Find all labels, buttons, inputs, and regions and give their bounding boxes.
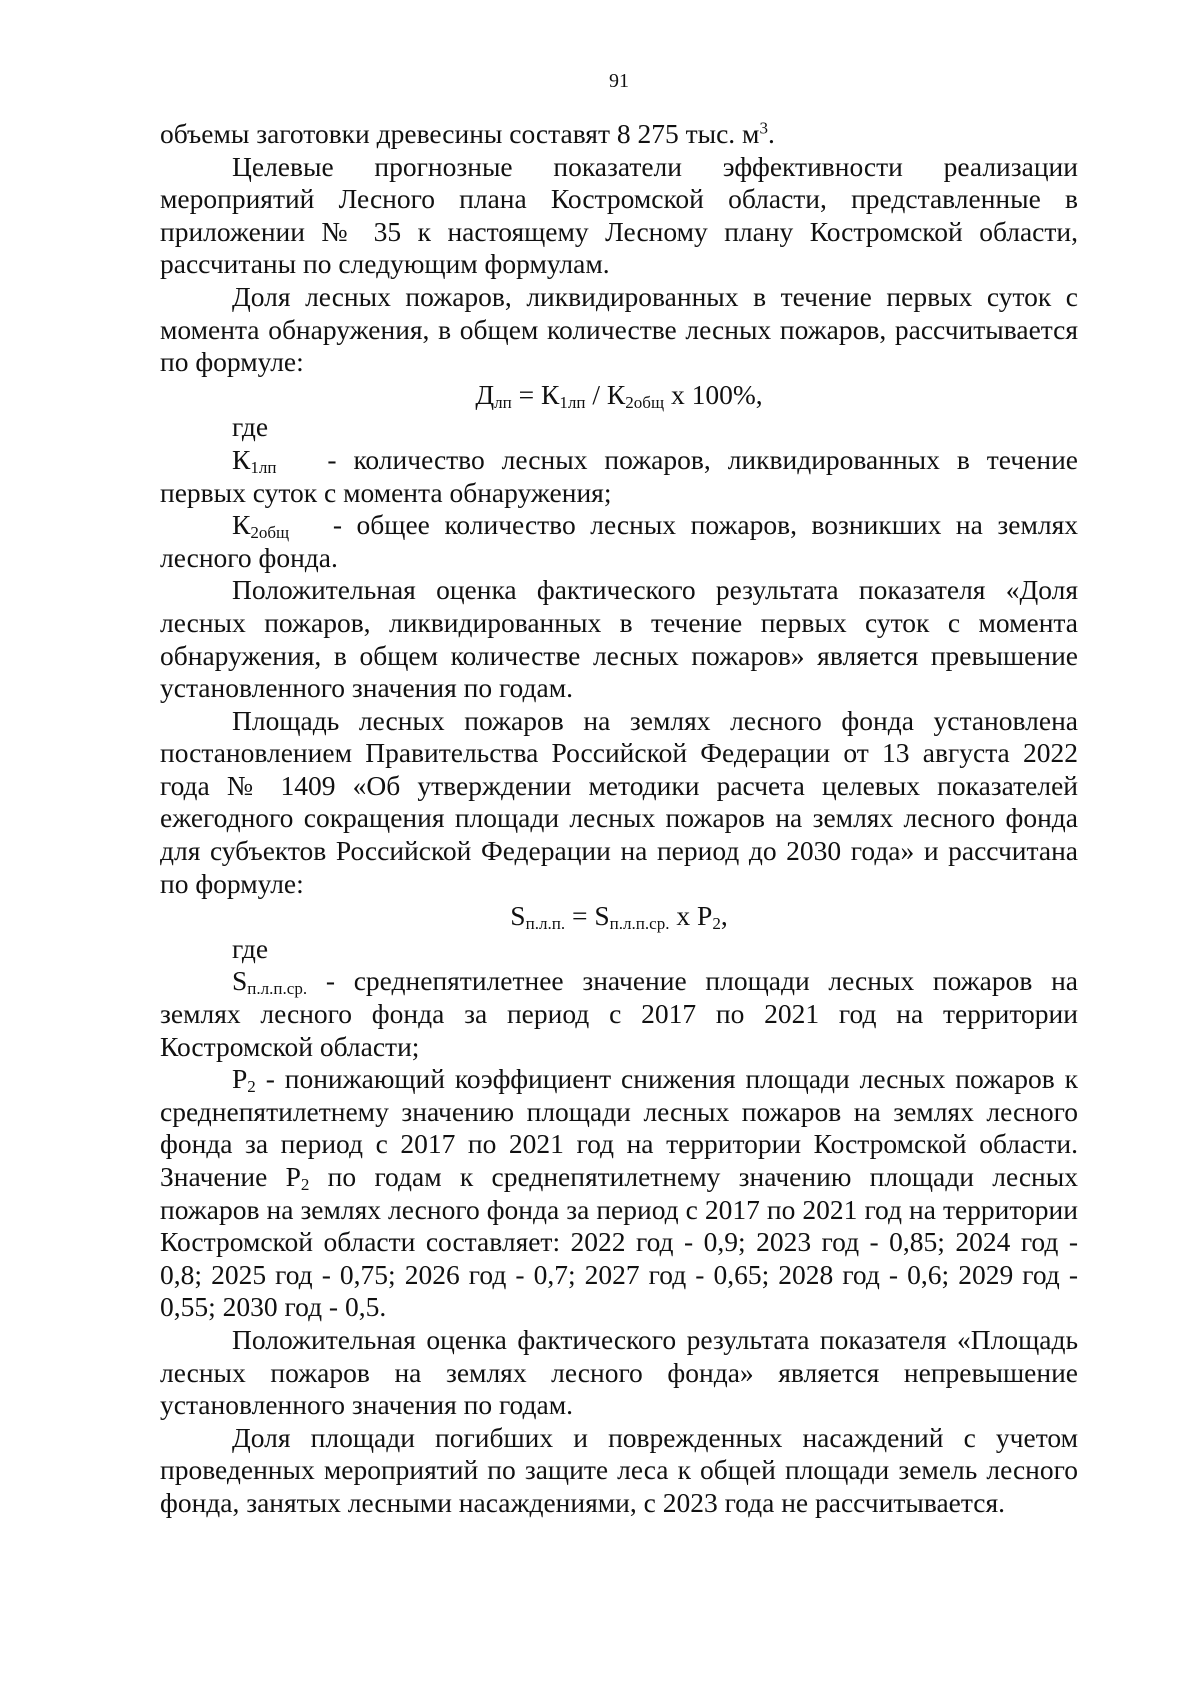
intro-paragraph — [160, 118, 1078, 151]
def-k2-sub: 2общ — [250, 522, 290, 542]
formula1-symbol: Д — [475, 378, 495, 410]
def-s-text: - среднепятилетнее значение площади лесных пожаров на землях лесного фонда за период с 2017 по 2021 год на территории Костромской области; — [160, 965, 1078, 1062]
formula1-tail: х 100%, — [664, 378, 763, 410]
formula1-eq: = К — [511, 378, 560, 410]
formula-fire-area — [160, 900, 1078, 933]
paragraph-positive-eval-1: Положительная оценка фактического результата показателя «Доля лесных пожаров, ликвидированных в течение первых суток с момента обнаружения, в общем количестве лесных пожаров» является превышение установленного значения по годам. — [160, 574, 1078, 704]
paragraph-fire-area: Площадь лесных пожаров на землях лесного фонда установлена постановлением Правительства Российской Федерации от 13 августа 2022 года № 1409 «Об утверждении методики расчета целевых показателей ежегодного сокращения площади лесных пожаров на землях лесного фонда для субъектов Российской Федерации на период до 2030 года» и рассчитана по формуле: — [160, 704, 1078, 899]
def-p2-sub: 2 — [247, 1076, 256, 1096]
formula2-eq: = S — [565, 900, 610, 932]
definition-k1 — [160, 443, 1085, 509]
formula1-symbol-sub: лп — [494, 392, 512, 412]
paragraph-fire-share: Доля лесных пожаров, ликвидированных в течение первых суток с момента обнаружения, в общем количестве лесных пожаров, рассчитывается по формуле: — [160, 280, 1078, 378]
def-p2-text-1: - понижающий коэффициент снижения площади лесных пожаров к среднепятилетнему значению площади лесных пожаров на землях лесного фонда за период с 2017 по 2021 год на территории Костромской области. Значение Р — [160, 1063, 1078, 1192]
def-p2-symbol: Р — [232, 1063, 248, 1095]
intro-text: объемы заготовки древесины составят 8 275 тыс. м — [160, 118, 760, 149]
formula1-div: / К — [585, 378, 626, 410]
def-k1-text: - количество лесных пожаров, ликвидированных в течение первых суток с момента обнаружения; — [160, 443, 1085, 508]
where-label-1: где — [232, 411, 269, 443]
formula-fire-share — [160, 379, 1078, 412]
intro-superscript: 3 — [759, 118, 768, 138]
def-k2-text: - общее количество лесных пожаров, возникших на землях лесного фонда. — [160, 509, 1085, 573]
def-k1-symbol: К — [232, 443, 251, 475]
def-p2-sub-2: 2 — [300, 1174, 310, 1194]
paragraph-positive-eval-2: Положительная оценка фактического результата показателя «Площадь лесных пожаров на землях лесного фонда» является непревышение установленного значения по годам. — [160, 1323, 1078, 1421]
definition-s — [160, 965, 1078, 1063]
definition-k2 — [160, 509, 1085, 574]
def-k2-symbol: К — [232, 509, 251, 541]
formula1-k2-sub: 2общ — [625, 392, 665, 412]
formula2-avg-sub: п.л.п.ср. — [609, 914, 670, 933]
formula2-tail: , — [720, 900, 728, 932]
def-k1-sub: 1лп — [250, 457, 277, 477]
where-label-2: где — [232, 932, 269, 964]
def-p2-text-2: по годам к среднепятилетнему значению площади лесных пожаров на землях лесного фонда за период с 2017 по 2021 год на территории Костромской области составляет: 2022 год - 0,9; 2023 год - 0,85; 2024 год - 0,8; 2025 год - 0,75; 2026 год - 0,7; 2027 год - 0,65; 2028 год - 0,6; 2029 год - 0,55; 2030 год - 0,5. — [160, 1161, 1078, 1323]
paragraph-indicators: Целевые прогнозные показатели эффективности реализации мероприятий Лесного плана Костромской области, представленные в приложении № 35 к настоящему Лесному плану Костромской области, рассчитаны по следующим формулам. — [160, 150, 1078, 280]
intro-end: . — [767, 118, 775, 149]
page-content — [160, 118, 1085, 1520]
definition-p2 — [160, 1063, 1078, 1324]
formula1-k1-sub: 1лп — [559, 392, 586, 412]
formula2-symbol: S — [510, 900, 526, 932]
paragraph-damaged-plantations: Доля площади погибших и поврежденных насаждений с учетом проведенных мероприятий по защите леса к общей площади земель лесного фонда, занятых лесными насаждениями, с 2023 года не рассчитывается. — [160, 1421, 1078, 1518]
def-s-sub: п.л.п.ср. — [247, 979, 308, 999]
def-s-symbol: S — [232, 965, 248, 997]
formula2-mid: х Р — [669, 900, 713, 932]
formula2-p-sub: 2 — [712, 914, 721, 933]
page-number: 91 — [609, 70, 629, 92]
formula2-symbol-sub: п.л.п. — [525, 914, 566, 933]
